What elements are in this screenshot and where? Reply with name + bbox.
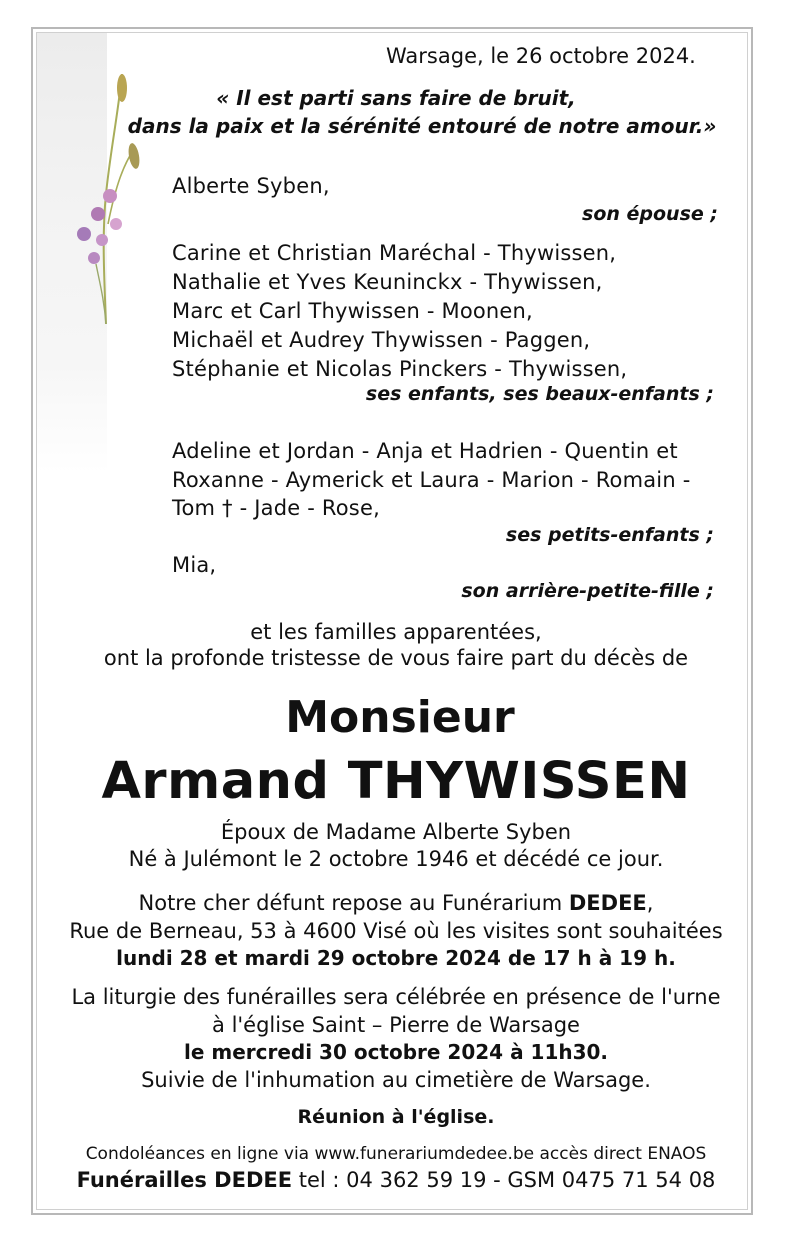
great-grandchild-relation: son arrière-petite-fille ; <box>461 580 714 602</box>
child-line: Marc et Carl Thywissen - Moonen, <box>172 299 533 323</box>
condolences-line: Condoléances en ligne via www.funerariumdedee.be accès direct ENAOS <box>85 1144 707 1164</box>
child-line: Nathalie et Yves Keuninckx - Thywissen, <box>172 270 603 294</box>
funerarium-name: DEDEE <box>568 891 647 915</box>
birth-death-line: Né à Julémont le 2 octobre 1946 et décédé ce jour. <box>128 847 664 871</box>
ceremony-line-2: à l'église Saint – Pierre de Warsage <box>212 1013 580 1037</box>
child-line: Stéphanie et Nicolas Pinckers - Thywissen, <box>172 357 628 381</box>
child-line: Michaël et Audrey Thywissen - Paggen, <box>172 328 591 352</box>
deceased-title: Monsieur <box>285 692 515 743</box>
spouse-relation: son épouse ; <box>582 203 718 225</box>
phone-numbers: tel : 04 362 59 19 - GSM 0475 71 54 08 <box>292 1168 716 1192</box>
quote-line-2: dans la paix et la sérénité entouré de notre amour.» <box>127 114 717 138</box>
meeting-line: Réunion à l'église. <box>297 1106 495 1128</box>
children-relation: ses enfants, ses beaux-enfants ; <box>365 383 714 405</box>
visitation-dates: lundi 28 et mardi 29 octobre 2024 de 17 h à 19 h. <box>116 946 676 970</box>
spouse-of-line: Époux de Madame Alberte Syben <box>220 820 572 844</box>
visitation-line-2: Rue de Berneau, 53 à 4600 Visé où les visites sont souhaitées <box>69 919 723 943</box>
funeral-home-name: Funérailles DEDEE <box>76 1168 293 1192</box>
deceased-name: Armand THYWISSEN <box>101 752 691 811</box>
child-line: Carine et Christian Maréchal - Thywissen, <box>172 241 617 265</box>
spouse-name: Alberte Syben, <box>172 174 330 198</box>
grandchildren-line: Tom † - Jade - Rose, <box>172 496 380 520</box>
families-line: et les familles apparentées, <box>250 620 542 644</box>
ceremony-date: le mercredi 30 octobre 2024 à 11h30. <box>183 1040 609 1064</box>
grandchildren-line: Roxanne - Aymerick et Laura - Marion - Romain - <box>172 468 691 492</box>
ceremony-line-1: La liturgie des funérailles sera célébrée en présence de l'urne <box>71 985 721 1009</box>
contact-line <box>0 1168 792 1192</box>
visitation-line-1: Notre cher défunt repose au Funérarium DEDEE, <box>138 891 654 915</box>
grandchildren-line: Adeline et Jordan - Anja et Hadrien - Quentin et <box>172 439 678 463</box>
grandchildren-relation: ses petits-enfants ; <box>505 524 714 546</box>
place-date: Warsage, le 26 octobre 2024. <box>386 44 696 68</box>
burial-line: Suivie de l'inhumation au cimetière de Warsage. <box>141 1068 651 1092</box>
announcement-line: ont la profonde tristesse de vous faire part du décès de <box>103 646 689 670</box>
flower-illustration-icon <box>66 74 146 324</box>
quote-line-1: « Il est parti sans faire de bruit, <box>216 86 576 110</box>
great-grandchild-name: Mia, <box>172 553 217 577</box>
